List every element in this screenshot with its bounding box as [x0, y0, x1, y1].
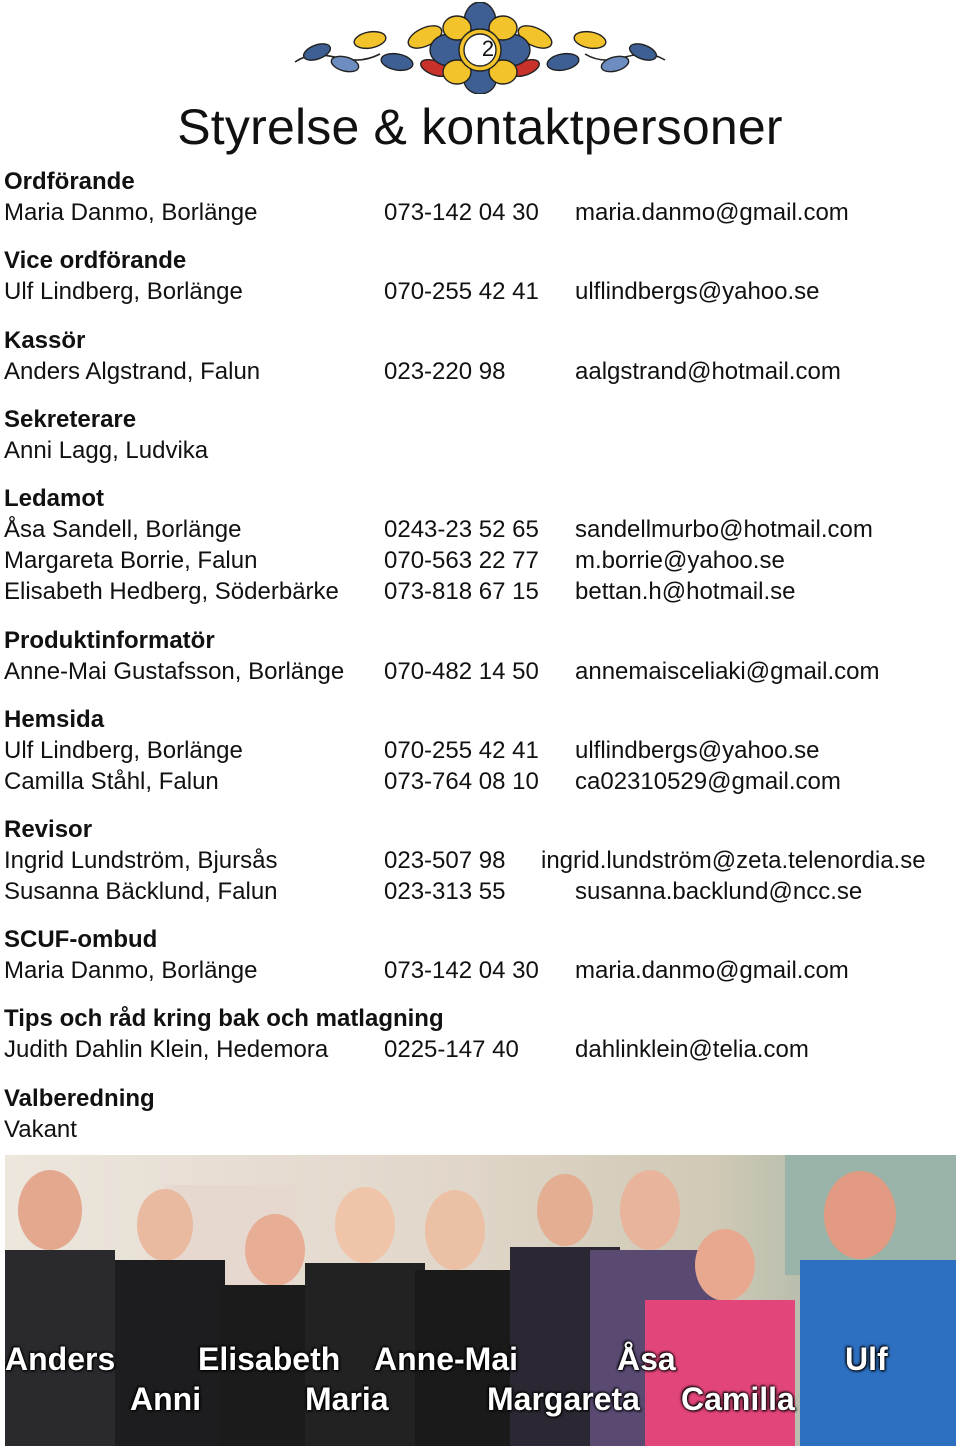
contact-email[interactable]: ulflindbergs@yahoo.se — [575, 737, 820, 764]
contact-phone: 070-482 14 50 — [384, 658, 539, 685]
contact-email[interactable]: ingrid.lundström@zeta.telenordia.se — [541, 847, 926, 874]
contact-name: Anders Algstrand, Falun — [4, 358, 261, 385]
contact-section — [4, 815, 960, 907]
contact-phone: 023-220 98 — [384, 358, 506, 385]
contact-email[interactable]: m.borrie@yahoo.se — [575, 547, 785, 574]
contact-section — [4, 705, 960, 797]
photo-caption: Maria — [305, 1381, 389, 1417]
contact-name: Maria Danmo, Borlänge — [4, 199, 258, 226]
contact-phone: 023-313 55 — [384, 878, 506, 905]
contact-section — [4, 326, 960, 387]
section-heading: Vice ordförande — [4, 247, 187, 274]
section-heading: Sekreterare — [4, 406, 137, 433]
contact-row — [4, 576, 960, 607]
contact-email[interactable]: sandellmurbo@hotmail.com — [575, 516, 873, 543]
contact-row — [4, 197, 960, 228]
contact-row — [4, 1114, 960, 1145]
section-heading: Ledamot — [4, 485, 105, 512]
contact-row — [4, 876, 960, 907]
contact-phone: 073-764 08 10 — [384, 768, 539, 795]
group-photo — [5, 1155, 956, 1446]
contact-phone: 070-255 42 41 — [384, 278, 539, 305]
contact-row — [4, 656, 960, 687]
photo-caption: Åsa — [617, 1341, 676, 1377]
contact-email[interactable]: maria.danmo@gmail.com — [575, 199, 849, 226]
contact-row — [4, 276, 960, 307]
contact-name: Vakant — [4, 1116, 77, 1143]
photo-caption: Margareta — [487, 1381, 640, 1417]
contact-email[interactable]: aalgstrand@hotmail.com — [575, 358, 841, 385]
section-heading: Produktinformatör — [4, 627, 215, 654]
section-heading: Hemsida — [4, 706, 105, 733]
contact-email[interactable]: ulflindbergs@yahoo.se — [575, 278, 820, 305]
contact-section — [4, 1004, 960, 1065]
contact-phone: 073-142 04 30 — [384, 957, 539, 984]
contact-email[interactable]: bettan.h@hotmail.se — [575, 578, 796, 605]
contact-section — [4, 484, 960, 607]
contact-name: Camilla Ståhl, Falun — [4, 768, 219, 795]
contact-row — [4, 356, 960, 387]
photo-caption: Elisabeth — [198, 1341, 341, 1377]
contact-email[interactable]: susanna.backlund@ncc.se — [575, 878, 863, 905]
contact-email[interactable]: maria.danmo@gmail.com — [575, 957, 849, 984]
contact-name: Ingrid Lundström, Bjursås — [4, 847, 278, 874]
section-heading: Revisor — [4, 816, 93, 843]
photo-caption: Anders — [5, 1341, 116, 1377]
contact-row — [4, 435, 960, 466]
contact-email[interactable]: annemaisceliaki@gmail.com — [575, 658, 880, 685]
contact-name: Åsa Sandell, Borlänge — [4, 516, 242, 543]
contact-phone: 073-142 04 30 — [384, 199, 539, 226]
contact-name: Anne-Mai Gustafsson, Borlänge — [4, 658, 345, 685]
contact-section — [4, 167, 960, 228]
contact-name: Susanna Bäcklund, Falun — [4, 878, 278, 905]
photo-caption: Camilla — [681, 1381, 795, 1417]
contact-row — [4, 514, 960, 545]
contact-name: Ulf Lindberg, Borlänge — [4, 278, 243, 305]
contact-phone: 070-255 42 41 — [384, 737, 539, 764]
contact-phone: 070-563 22 77 — [384, 547, 539, 574]
contact-name: Maria Danmo, Borlänge — [4, 957, 258, 984]
contact-section — [4, 1084, 960, 1145]
contact-row — [4, 1034, 960, 1065]
photo-caption: Ulf — [845, 1341, 888, 1377]
contact-name: Anni Lagg, Ludvika — [4, 437, 209, 464]
section-heading: Kassör — [4, 327, 86, 354]
contact-section — [4, 925, 960, 986]
contact-email[interactable]: ca02310529@gmail.com — [575, 768, 841, 795]
contact-name: Elisabeth Hedberg, Söderbärke — [4, 578, 339, 605]
contact-row — [4, 545, 960, 576]
contact-row — [4, 845, 960, 876]
contact-section — [4, 405, 960, 466]
page-title: Styrelse & kontaktpersoner — [177, 99, 783, 155]
contact-phone: 073-818 67 15 — [384, 578, 539, 605]
section-heading: SCUF-ombud — [4, 926, 158, 953]
contact-name: Judith Dahlin Klein, Hedemora — [4, 1036, 329, 1063]
contact-name: Ulf Lindberg, Borlänge — [4, 737, 243, 764]
contact-row — [4, 955, 960, 986]
contact-phone: 0225-147 40 — [384, 1036, 519, 1063]
contact-section — [4, 626, 960, 687]
contact-row — [4, 735, 960, 766]
page-number: 2 — [481, 36, 495, 61]
contact-row — [4, 766, 960, 797]
section-heading: Tips och råd kring bak och matlagning — [4, 1005, 444, 1032]
contact-section — [4, 246, 960, 307]
section-heading: Valberedning — [4, 1085, 155, 1112]
contact-phone: 023-507 98 — [384, 847, 506, 874]
section-heading: Ordförande — [4, 168, 135, 195]
contact-name: Margareta Borrie, Falun — [4, 547, 258, 574]
contact-email[interactable]: dahlinklein@telia.com — [575, 1036, 809, 1063]
photo-caption: Anne-Mai — [374, 1341, 518, 1377]
contact-phone: 0243-23 52 65 — [384, 516, 539, 543]
photo-caption: Anni — [130, 1381, 202, 1417]
